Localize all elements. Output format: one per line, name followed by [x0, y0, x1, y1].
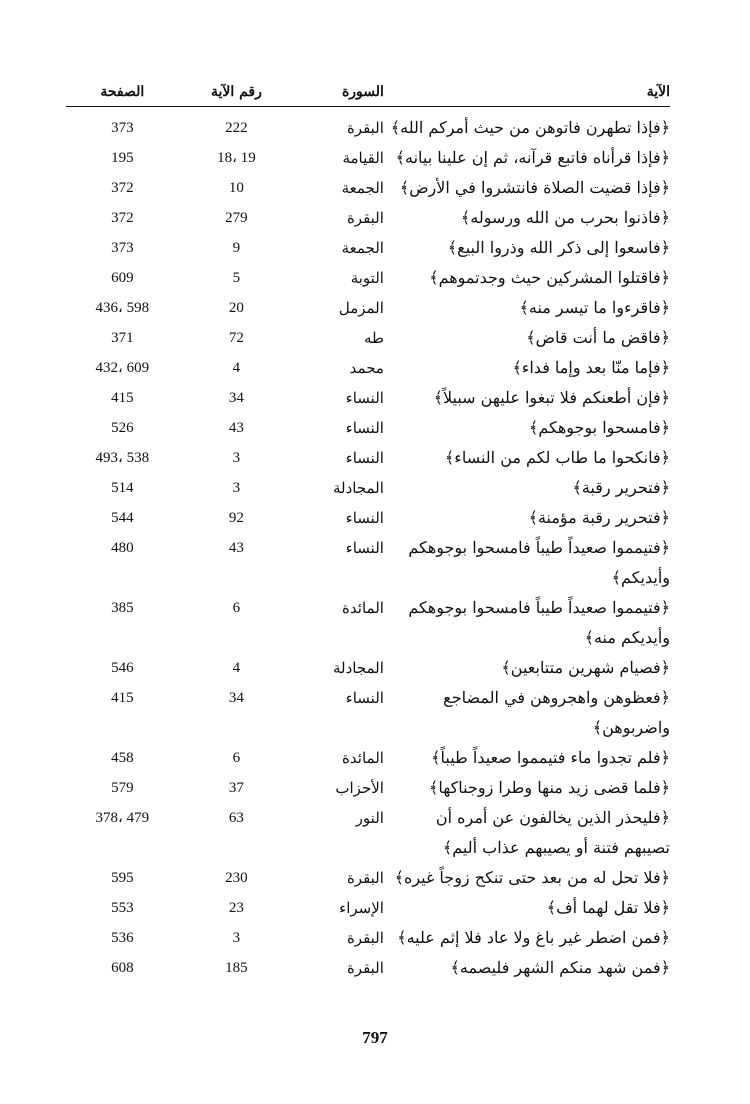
table-row: [66, 803, 670, 863]
table-row: [66, 863, 670, 893]
ayah-number: [179, 743, 295, 773]
page-ref-value: 553: [111, 900, 134, 916]
ayah-number-value: 23: [228, 900, 244, 916]
ayah-text: [386, 143, 670, 173]
page-ref-value: 514: [111, 480, 134, 496]
surah-name-value: طه: [363, 329, 384, 347]
header-page: الصفحة: [100, 84, 145, 100]
ayah-text-value: ﴿فمن شهد منكم الشهر فليصمه﴾: [450, 958, 670, 977]
surah-name: [294, 533, 386, 563]
page-ref: [66, 413, 179, 443]
ayah-text: [386, 773, 670, 803]
ayah-number: [179, 203, 295, 233]
ayah-number-value: 3: [232, 480, 241, 496]
ayah-text: [386, 233, 670, 263]
ayah-number: [179, 533, 295, 563]
table-row: [66, 683, 670, 743]
ayah-text-value: ﴿فتيمموا صعيداً طيباً فامسحوا بوجوهكم وأيديكم منه﴾: [408, 598, 670, 647]
page-ref-value: 385: [111, 600, 134, 616]
surah-name-value: النساء: [345, 419, 384, 437]
surah-name: [294, 473, 386, 503]
page-ref: [66, 113, 179, 143]
ayah-text-value: ﴿فلم تجدوا ماء فتيمموا صعيداً طيباً﴾: [431, 748, 670, 767]
ayah-text: [386, 473, 670, 503]
ayah-text: [386, 383, 670, 413]
ayah-text-value: ﴿فإما منّا بعد وإما فداء﴾: [512, 358, 670, 377]
page-ref: [66, 653, 179, 683]
surah-name: [294, 233, 386, 263]
ayah-number-value: 185: [225, 960, 248, 976]
index-table: [66, 74, 670, 983]
surah-name: [294, 383, 386, 413]
surah-name: [294, 143, 386, 173]
ayah-number-value: 3: [232, 930, 241, 946]
page-ref-value: 415: [111, 390, 134, 406]
ayah-text-value: ﴿فإذا قضيت الصلاة فانتشروا في الأرض﴾: [399, 178, 670, 197]
surah-name-value: المائدة: [342, 749, 384, 767]
ayah-text-value: ﴿فامسحوا بوجوهكم﴾: [528, 418, 670, 437]
ayah-text: [386, 533, 670, 593]
surah-name: [294, 773, 386, 803]
ayah-number-value: 279: [225, 210, 248, 226]
surah-name: [294, 653, 386, 683]
table-row: [66, 263, 670, 293]
ayah-text-value: ﴿فإذا قرأناه فاتبع قرآنه، ثم إن علينا بيانه﴾: [395, 148, 670, 167]
table-row: [66, 413, 670, 443]
surah-name: [294, 353, 386, 383]
ayah-text: [386, 863, 670, 893]
surah-name-value: النساء: [345, 539, 384, 557]
page-ref-value: 415: [111, 690, 134, 706]
ayah-text-value: ﴿فعظوهن واهجروهن في المضاجع واضربوهن﴾: [443, 688, 670, 737]
surah-name: [294, 683, 386, 713]
ayah-text-value: ﴿فإذا تطهرن فاتوهن من حيث أمركم الله﴾: [390, 118, 670, 137]
page-ref-value: 195: [111, 150, 134, 166]
page-ref-value: 493، 538: [95, 450, 150, 466]
page-ref: [66, 743, 179, 773]
page-ref-value: 373: [111, 120, 134, 136]
header-surah: السورة: [341, 84, 384, 100]
header-ayah-number: رقم الآية: [210, 84, 262, 100]
ayah-text: [386, 803, 670, 863]
ayah-number-value: 34: [228, 390, 244, 406]
table-row: [66, 593, 670, 653]
ayah-number-value: 34: [228, 690, 244, 706]
page-ref-value: 458: [111, 750, 134, 766]
page-ref: [66, 233, 179, 263]
ayah-number: [179, 293, 295, 323]
page-ref-value: 609: [111, 270, 134, 286]
ayah-number: [179, 503, 295, 533]
ayah-number: [179, 113, 295, 143]
page-ref: [66, 143, 179, 173]
ayah-text-value: ﴿فاقتلوا المشركين حيث وجدتموهم﴾: [429, 268, 670, 287]
surah-name: [294, 923, 386, 953]
surah-name-value: الجمعة: [341, 179, 384, 197]
ayah-number-value: 222: [225, 120, 248, 136]
surah-name-value: القيامة: [342, 149, 384, 167]
page-ref-value: 371: [111, 330, 134, 346]
surah-name: [294, 503, 386, 533]
page-ref: [66, 173, 179, 203]
ayah-number: [179, 803, 295, 833]
ayah-number-value: 10: [228, 180, 244, 196]
page-ref: [66, 803, 179, 833]
ayah-text-value: ﴿فانكحوا ما طاب لكم من النساء﴾: [444, 448, 670, 467]
table-body: [66, 107, 670, 983]
page-ref: [66, 443, 179, 473]
ayah-text: [386, 653, 670, 683]
page-ref: [66, 353, 179, 383]
ayah-number-value: 230: [225, 870, 248, 886]
ayah-text-value: ﴿فاسعوا إلى ذكر الله وذروا البيع﴾: [447, 238, 670, 257]
page-ref-value: 546: [111, 660, 134, 676]
page-ref: [66, 383, 179, 413]
table-row: [66, 233, 670, 263]
ayah-text-value: ﴿فتحرير رقبة﴾: [572, 478, 670, 497]
surah-name-value: النساء: [345, 689, 384, 707]
surah-name: [294, 593, 386, 623]
page-ref: [66, 593, 179, 623]
ayah-number-value: 4: [232, 360, 241, 376]
ayah-text-value: ﴿فليحذر الذين يخالفون عن أمره أن تصيبهم فتنة أو يصيبهم عذاب أليم﴾: [435, 808, 670, 857]
page-ref: [66, 503, 179, 533]
surah-name: [294, 893, 386, 923]
ayah-number-value: 9: [232, 240, 241, 256]
page-ref-value: 373: [111, 240, 134, 256]
page-ref-value: 544: [111, 510, 134, 526]
ayah-number: [179, 923, 295, 953]
ayah-number: [179, 893, 295, 923]
page-ref-value: 436، 598: [95, 300, 150, 316]
table-row: [66, 773, 670, 803]
page-ref: [66, 683, 179, 713]
table-row: [66, 893, 670, 923]
table-row: [66, 173, 670, 203]
surah-name: [294, 413, 386, 443]
page-ref: [66, 263, 179, 293]
table-row: [66, 383, 670, 413]
surah-name-value: الجمعة: [341, 239, 384, 257]
ayah-number-value: 20: [228, 300, 244, 316]
surah-name-value: البقرة: [346, 959, 384, 977]
ayah-number: [179, 683, 295, 713]
ayah-number-value: 4: [232, 660, 241, 676]
surah-name: [294, 293, 386, 323]
surah-name: [294, 173, 386, 203]
ayah-number-value: 43: [228, 540, 244, 556]
surah-name: [294, 263, 386, 293]
page-ref-value: 372: [111, 210, 134, 226]
page-ref: [66, 893, 179, 923]
ayah-text: [386, 953, 670, 983]
ayah-text-value: ﴿فلما قضى زيد منها وطرا زوجناكها﴾: [429, 778, 670, 797]
table-row: [66, 533, 670, 593]
page-ref-value: 480: [111, 540, 134, 556]
page-ref: [66, 863, 179, 893]
ayah-text-value: ﴿فاقرءوا ما تيسر منه﴾: [519, 298, 670, 317]
surah-name: [294, 323, 386, 353]
ayah-number-value: 18، 19: [217, 150, 256, 166]
ayah-text: [386, 353, 670, 383]
table-row: [66, 473, 670, 503]
surah-name-value: الأحزاب: [335, 779, 384, 797]
surah-name-value: التوبة: [350, 269, 384, 287]
table-row: [66, 143, 670, 173]
ayah-number: [179, 473, 295, 503]
page-ref-value: 526: [111, 420, 134, 436]
ayah-number: [179, 443, 295, 473]
table-row: [66, 503, 670, 533]
surah-name-value: المزمل: [338, 299, 384, 317]
ayah-text: [386, 743, 670, 773]
surah-name-value: البقرة: [346, 119, 384, 137]
table-row: [66, 203, 670, 233]
page-ref: [66, 773, 179, 803]
surah-name: [294, 443, 386, 473]
ayah-number: [179, 173, 295, 203]
ayah-text: [386, 413, 670, 443]
table-row: [66, 443, 670, 473]
surah-name-value: المجادلة: [332, 479, 384, 497]
ayah-text-value: ﴿فاقض ما أنت قاض﴾: [526, 328, 670, 347]
ayah-number: [179, 953, 295, 983]
ayah-number-value: 63: [228, 810, 244, 826]
ayah-number: [179, 143, 295, 173]
ayah-number-value: 92: [228, 510, 244, 526]
surah-name: [294, 803, 386, 833]
ayah-number: [179, 383, 295, 413]
ayah-text-value: ﴿فاذنوا بحرب من الله ورسوله﴾: [460, 208, 670, 227]
surah-name-value: البقرة: [346, 869, 384, 887]
ayah-number: [179, 653, 295, 683]
page-ref-value: 432، 609: [95, 360, 150, 376]
surah-name: [294, 113, 386, 143]
ayah-number: [179, 353, 295, 383]
table-row: [66, 113, 670, 143]
page-ref-value: 595: [111, 870, 134, 886]
ayah-text: [386, 503, 670, 533]
surah-name-value: المجادلة: [332, 659, 384, 677]
table-row: [66, 323, 670, 353]
page-ref-value: 608: [111, 960, 134, 976]
surah-name-value: محمد: [349, 359, 384, 377]
page-ref: [66, 203, 179, 233]
table-row: [66, 653, 670, 683]
page-ref: [66, 293, 179, 323]
ayah-text-value: ﴿فلا تحل له من بعد حتى تنكح زوجاً غيره﴾: [394, 868, 670, 887]
ayah-text: [386, 443, 670, 473]
ayah-text: [386, 683, 670, 743]
ayah-number: [179, 233, 295, 263]
page-ref: [66, 533, 179, 563]
ayah-text-value: ﴿فإن أطعنكم فلا تبغوا عليهن سبيلاً﴾: [433, 388, 670, 407]
ayah-text: [386, 323, 670, 353]
ayah-text-value: ﴿فلا تقل لهما أف﴾: [546, 898, 670, 917]
ayah-number-value: 3: [232, 450, 241, 466]
table-row: [66, 953, 670, 983]
surah-name-value: النساء: [345, 389, 384, 407]
ayah-number-value: 6: [232, 750, 241, 766]
page-ref-value: 579: [111, 780, 134, 796]
page-number: 797: [362, 1028, 388, 1047]
ayah-text: [386, 293, 670, 323]
surah-name-value: الإسراء: [339, 899, 384, 917]
surah-name-value: النساء: [345, 449, 384, 467]
ayah-number: [179, 323, 295, 353]
ayah-text: [386, 173, 670, 203]
page-ref: [66, 923, 179, 953]
page-ref-value: 372: [111, 180, 134, 196]
page-ref: [66, 953, 179, 983]
ayah-text: [386, 923, 670, 953]
ayah-number-value: 5: [232, 270, 241, 286]
header-ayah: الآية: [646, 84, 670, 100]
ayah-number-value: 37: [228, 780, 244, 796]
ayah-text-value: ﴿فصيام شهرين متتابعين﴾: [501, 658, 670, 677]
ayah-number: [179, 593, 295, 623]
ayah-text: [386, 203, 670, 233]
surah-name-value: المائدة: [342, 599, 384, 617]
surah-name: [294, 863, 386, 893]
surah-name-value: البقرة: [346, 209, 384, 227]
surah-name: [294, 953, 386, 983]
ayah-number-value: 6: [232, 600, 241, 616]
ayah-text-value: ﴿فتحرير رقبة مؤمنة﴾: [528, 508, 670, 527]
surah-name: [294, 203, 386, 233]
ayah-number: [179, 413, 295, 443]
page-ref: [66, 323, 179, 353]
surah-name-value: النور: [355, 809, 384, 827]
table-row: [66, 743, 670, 773]
page-ref-value: 378، 479: [95, 810, 150, 826]
ayah-number: [179, 773, 295, 803]
surah-name-value: النساء: [345, 509, 384, 527]
page-ref-value: 536: [111, 930, 134, 946]
ayah-text: [386, 263, 670, 293]
table-row: [66, 923, 670, 953]
ayah-number: [179, 263, 295, 293]
page-ref: [66, 473, 179, 503]
ayah-text: [386, 893, 670, 923]
table-row: [66, 293, 670, 323]
ayah-text: [386, 593, 670, 653]
surah-name: [294, 743, 386, 773]
surah-name-value: البقرة: [346, 929, 384, 947]
ayah-text-value: ﴿فتيمموا صعيداً طيباً فامسحوا بوجوهكم وأيديكم﴾: [408, 538, 670, 587]
ayah-text-value: ﴿فمن اضطر غير باغ ولا عاد فلا إثم عليه﴾: [397, 928, 670, 947]
ayah-number-value: 43: [228, 420, 244, 436]
ayah-number: [179, 863, 295, 893]
ayah-text: [386, 113, 670, 143]
ayah-number-value: 72: [228, 330, 244, 346]
table-header: [66, 74, 670, 107]
table-row: [66, 353, 670, 383]
